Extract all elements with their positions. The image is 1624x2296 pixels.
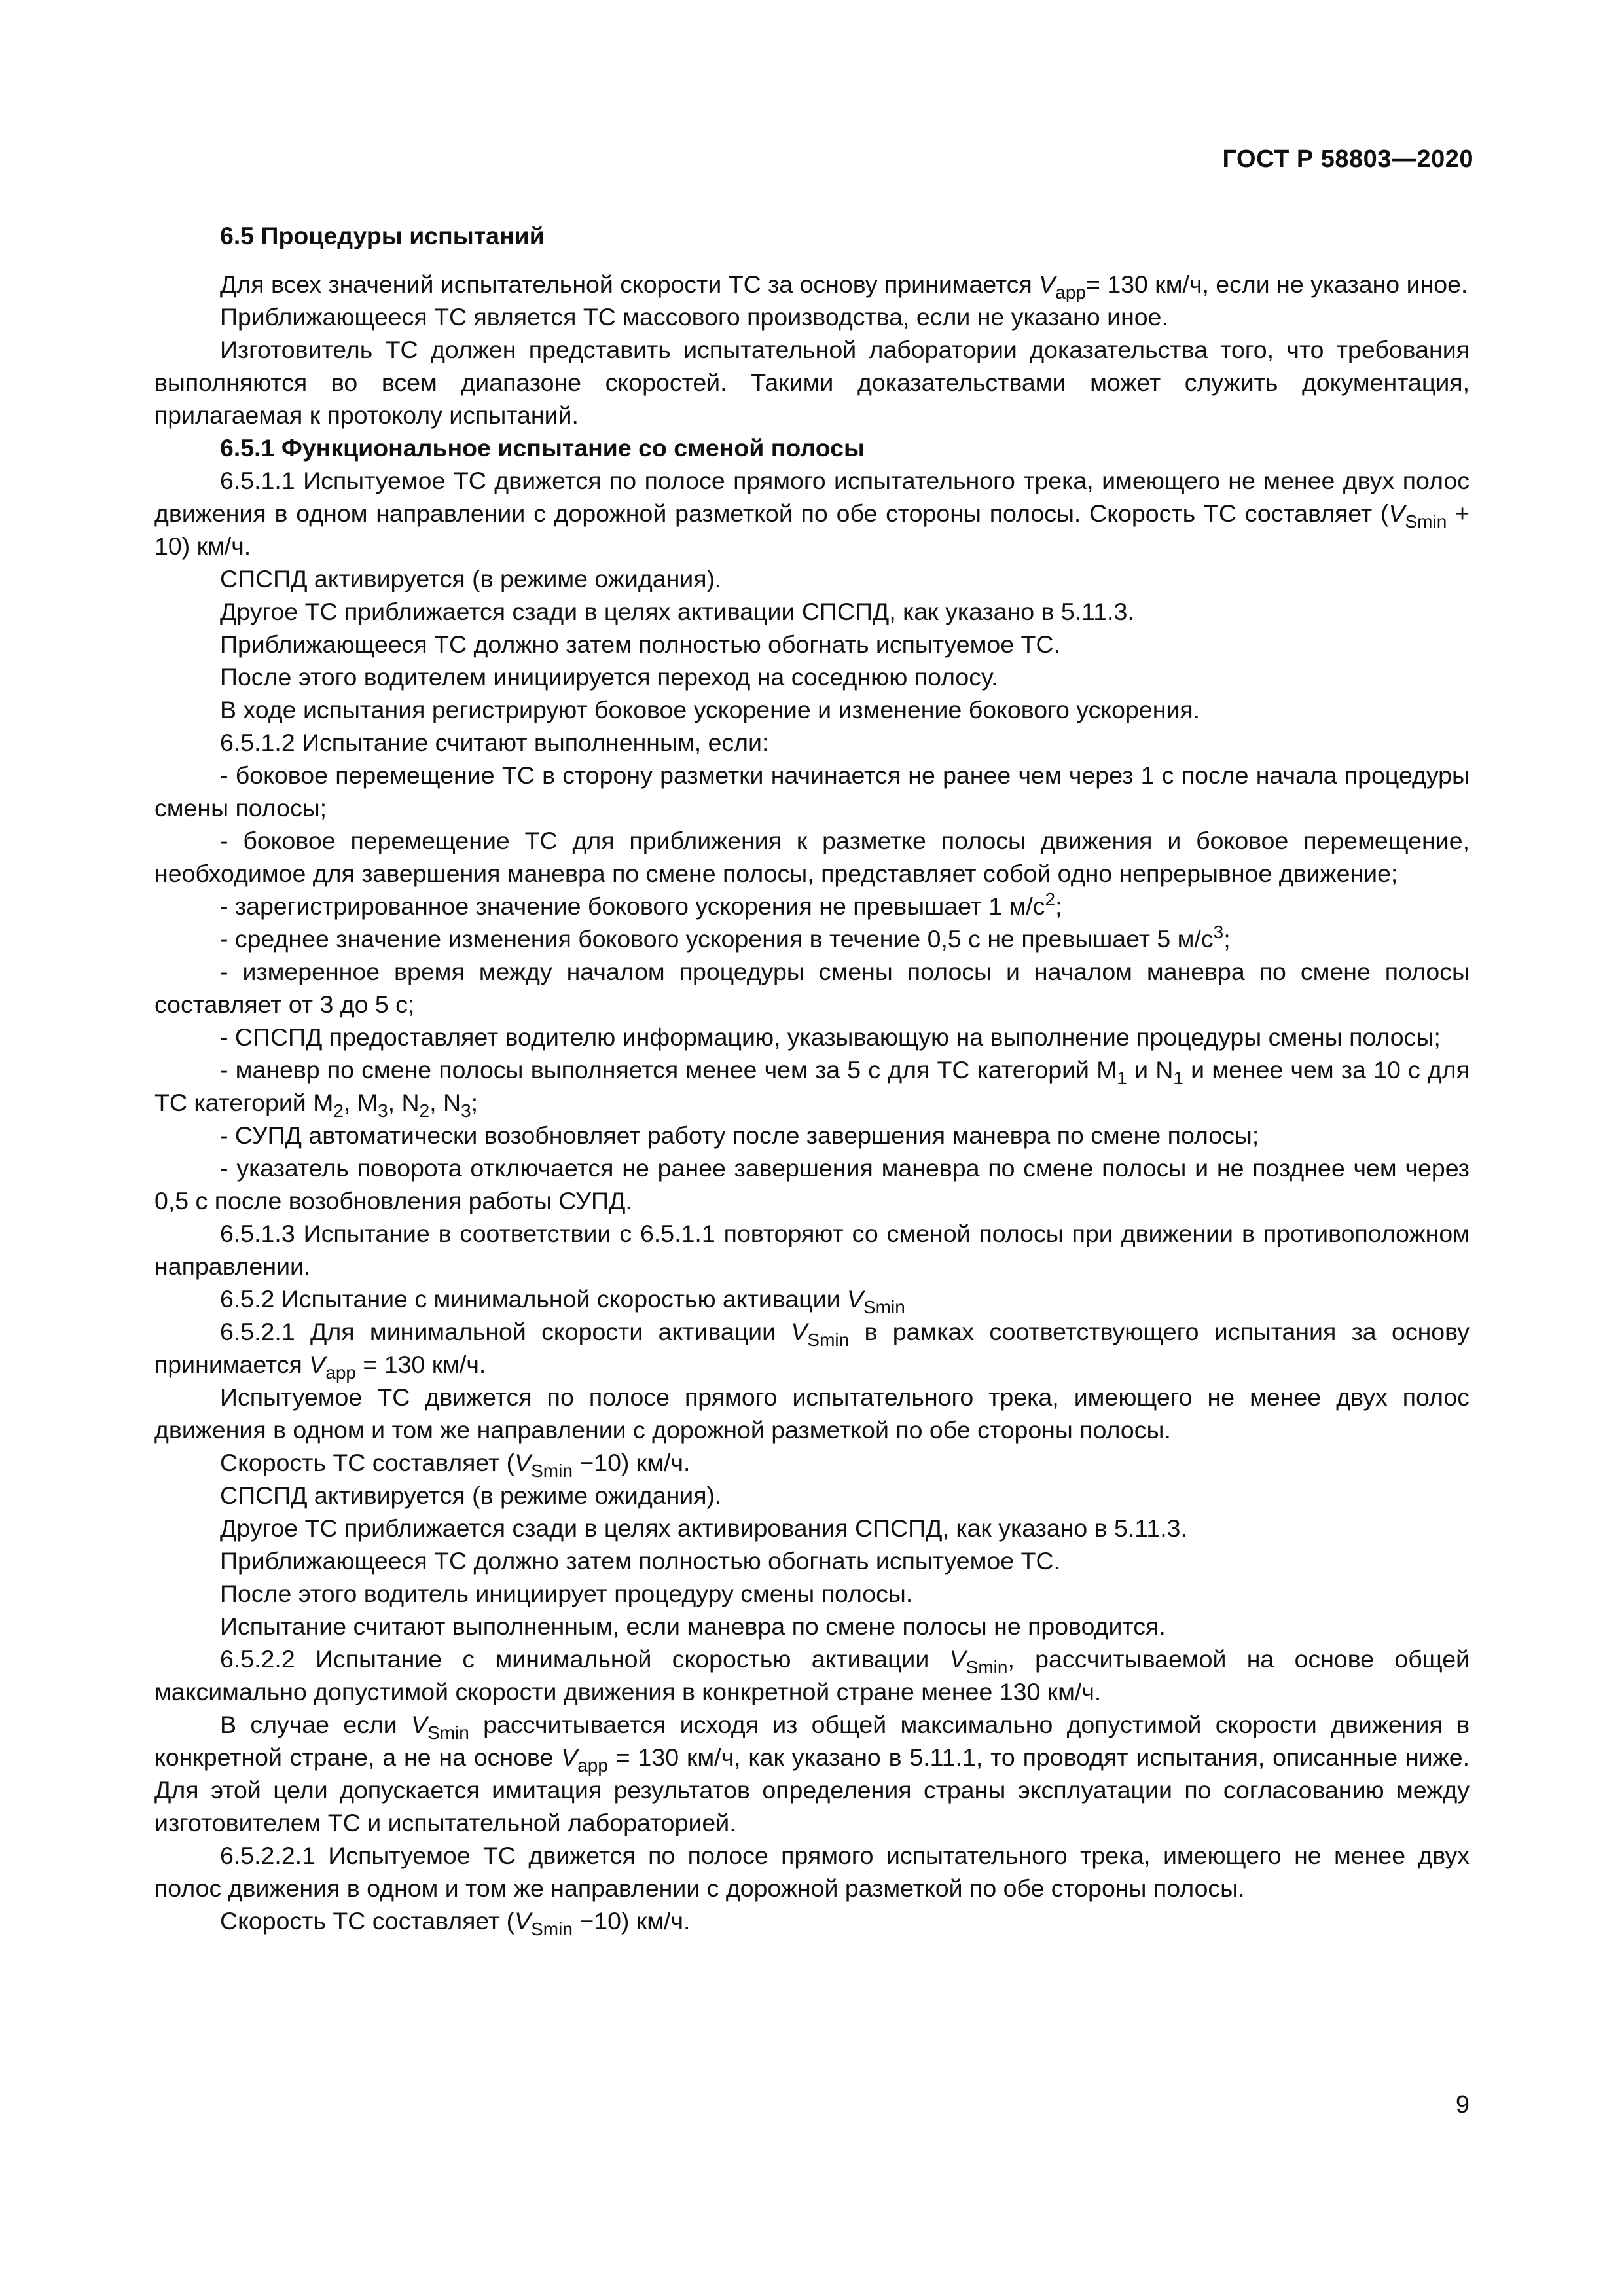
- list-item: - указатель поворота отключается не ранее завершения маневра по смене полосы и не позднее чем через 0,5 с после возобновления работы СУПД.: [154, 1154, 1470, 1214]
- paragraph: Скорость ТС составляет $(V_{Smin} -10)$ км/ч.: [220, 1449, 691, 1481]
- list-item: - боковое перемещение ТС в сторону разметки начинается не ранее чем через 1 с после начала процедуры смены полосы;: [154, 761, 1470, 822]
- list-item: - среднее значение изменения бокового ускорения в течение 0,5 с не превышает 5 $м/с^3$;: [220, 922, 1231, 953]
- list-item: - СУПД автоматически возобновляет работу после завершения маневра по смене полосы;: [220, 1121, 1259, 1149]
- paragraph: В случае если $V_{Smin}$ рассчитывается исходя из общей максимально допустимой скорости движения в конкретной стране, а не на основе $V_{app} = 130$ км/ч, как указано в 5.11.1, то проводят испытания, описанные ниже. Для этой цели допускается имитация результатов определения страны эксплуатации по согласованию между изготовителем ТС и испытательной лабораторией.: [154, 1711, 1470, 1836]
- paragraph: 6.5.2.1 Для минимальной скорости активации $V_{Smin}$ в рамках соответствующего испытания за основу принимается $V_{app} = 130$ км/ч.: [154, 1318, 1470, 1383]
- standard-header: ГОСТ Р 58803—2020: [1222, 145, 1473, 173]
- paragraph: В ходе испытания регистрируют боковое ускорение и изменение бокового ускорения.: [220, 696, 1200, 723]
- paragraph: Приближающееся ТС должно затем полностью обогнать испытуемое ТС.: [220, 630, 1060, 658]
- paragraph: Приближающееся ТС должно затем полностью обогнать испытуемое ТС.: [220, 1547, 1060, 1575]
- paragraph: Испытуемое ТС движется по полосе прямого испытательного трека, имеющего не менее двух полос движения в одном и том же направлении с дорожной разметкой по обе стороны полосы.: [154, 1383, 1470, 1444]
- paragraph: Приближающееся ТС является ТС массового производства, если не указано иное.: [220, 303, 1168, 331]
- paragraph: СПСПД активируется (в режиме ожидания).: [220, 565, 722, 592]
- page-number: 9: [1455, 2091, 1470, 2119]
- list-item: - измеренное время между началом процедуры смены полосы и началом маневра по смене полосы составляет от 3 до 5 с;: [154, 958, 1470, 1018]
- paragraph: 6.5.2.2.1 Испытуемое ТС движется по полосе прямого испытательного трека, имеющего не менее двух полос движения в одном и том же направлении с дорожной разметкой по обе стороны полосы.: [154, 1842, 1470, 1902]
- list-item: - маневр по смене полосы выполняется менее чем за 5 с для ТС категорий $M_1$ и $N_1$ и менее чем за 10 с для ТС категорий $M_2$, $M_3$, $N_2$, $N_3$;: [154, 1056, 1470, 1121]
- list-item: - боковое перемещение ТС для приближения к разметке полосы движения и боковое перемещение, необходимое для завершения маневра по смене полосы, представляет собой одно непрерывное движение;: [154, 827, 1470, 887]
- paragraph: После этого водителем инициируется переход на соседнюю полосу.: [220, 663, 998, 691]
- paragraph: Другое ТС приближается сзади в целях активации СПСПД, как указано в 5.11.3.: [220, 598, 1134, 625]
- paragraph: 6.5.1.1 Испытуемое ТС движется по полосе прямого испытательного трека, имеющего не менее двух полос движения в одном направлении с дорожной разметкой по обе стороны полосы. Скорость ТС составляет $(V_{Smin} + 10)$ км/ч.: [154, 467, 1470, 560]
- paragraph: СПСПД активируется (в режиме ожидания).: [220, 1482, 722, 1509]
- section-heading-6-5-2: 6.5.2 Испытание с минимальной скоростью активации $V_{Smin}$: [220, 1285, 905, 1317]
- document-body: [154, 219, 1470, 1937]
- section-heading-6-5-1: 6.5.1 Функциональное испытание со сменой полосы: [220, 434, 865, 462]
- paragraph: 6.5.1.2 Испытание считают выполненным, если:: [220, 729, 769, 756]
- paragraph: После этого водитель инициирует процедуру смены полосы.: [220, 1580, 913, 1607]
- section-heading-6-5: 6.5 Процедуры испытаний: [220, 222, 545, 249]
- list-item: - СПСПД предоставляет водителю информацию, указывающую на выполнение процедуры смены полосы;: [220, 1023, 1441, 1051]
- paragraph: 6.5.2.2 Испытание с минимальной скоростью активации $V_{Smin}$, рассчитываемой на основе общей максимально допустимой скорости движения в конкретной стране менее 130 км/ч.: [154, 1645, 1470, 1705]
- paragraph: Скорость ТС составляет $(V_{Smin} -10)$ км/ч.: [220, 1907, 691, 1939]
- paragraph: Другое ТС приближается сзади в целях активирования СПСПД, как указано в 5.11.3.: [220, 1514, 1187, 1542]
- paragraph: 6.5.1.3 Испытание в соответствии с 6.5.1.1 повторяют со сменой полосы при движении в противоположном направлении.: [154, 1220, 1470, 1280]
- paragraph: Испытание считают выполненным, если маневра по смене полосы не проводится.: [220, 1613, 1166, 1640]
- paragraph: Для всех значений испытательной скорости ТС за основу принимается $V_{app}= 130$ км/ч, если не указано иное.: [220, 270, 1468, 302]
- list-item: - зарегистрированное значение бокового ускорения не превышает 1 $м/с^2$;: [220, 889, 1062, 920]
- paragraph: Изготовитель ТС должен представить испытательной лаборатории доказательства того, что требования выполняются во всем диапазоне скоростей. Такими доказательствами может служить документация, прилагаемая к протоколу испытаний.: [154, 336, 1470, 429]
